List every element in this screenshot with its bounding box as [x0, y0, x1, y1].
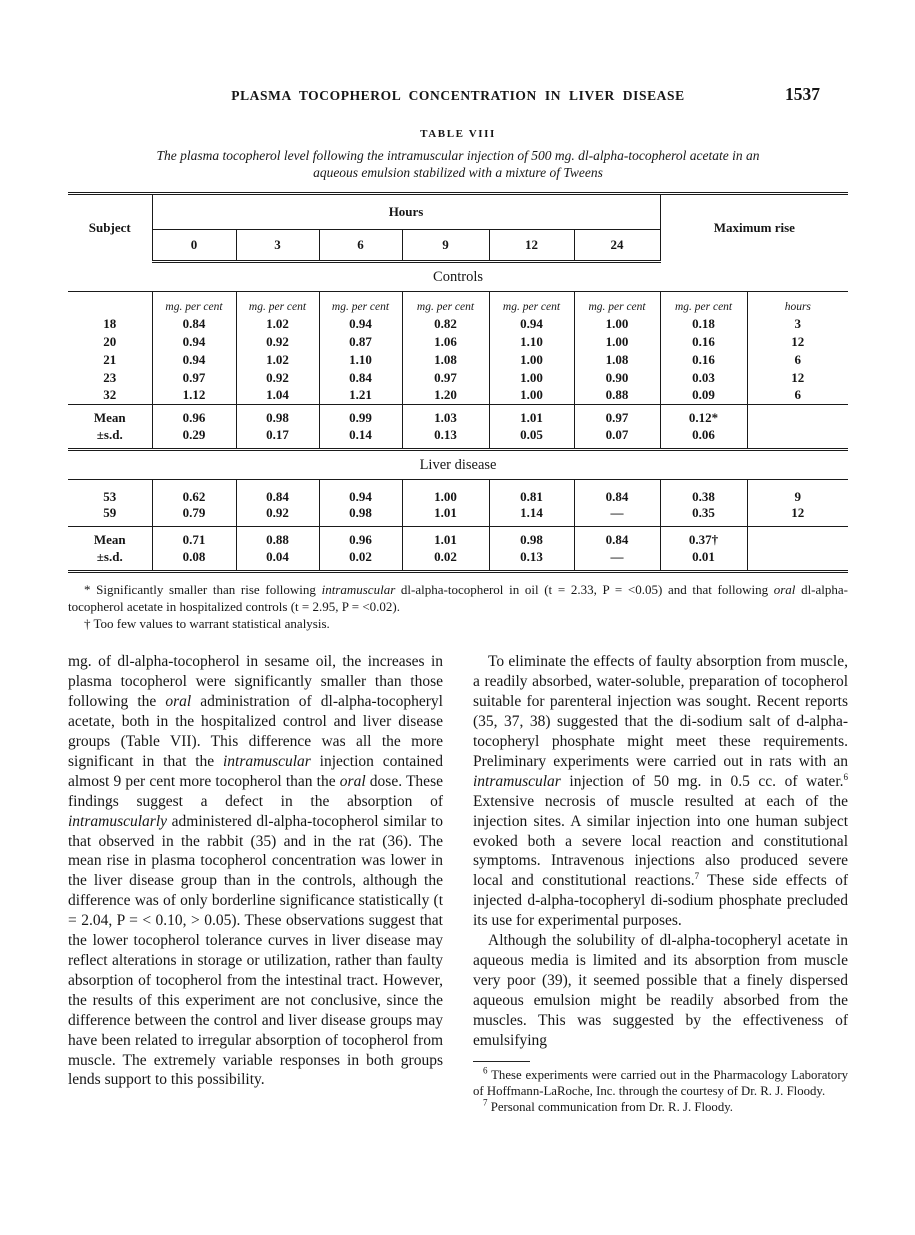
cell: 12	[747, 333, 848, 351]
cell: 6	[747, 387, 848, 405]
table-caption-line1: The plasma tocopherol level following the intramuscular injection of 500 mg. dl-alpha-tocopherol acetate in an	[156, 148, 760, 163]
table-caption-line2: aqueous emulsion stabilized with a mixture of Tweens	[313, 165, 603, 180]
cell: 0.92	[236, 369, 319, 387]
units-row	[68, 292, 848, 315]
cell-label: Mean	[93, 409, 126, 425]
cell-subject: 18	[103, 315, 117, 331]
table-row	[68, 315, 848, 333]
cell: 0.84	[152, 315, 236, 333]
cell: 0.14	[319, 426, 402, 450]
section-title-text: Liver disease	[68, 450, 848, 480]
cell: 0.97	[152, 369, 236, 387]
cell: 0.97	[574, 405, 660, 427]
cell: 1.01	[489, 405, 574, 427]
cell: 0.35	[660, 505, 747, 527]
unit-cell: mg. per cent	[152, 292, 236, 315]
cell: —	[574, 548, 660, 572]
cell-subject: 21	[103, 351, 117, 367]
sd-row	[68, 548, 848, 572]
cell: 0.37†	[660, 527, 747, 549]
cell: 1.08	[402, 351, 489, 369]
footnote-6: $^6$ These experiments were carried out in the Pharmacology Laboratory of Hoffmann-LaRoche, Inc. through the courtesy of Dr. R. J. Floody.	[473, 1065, 848, 1098]
cell	[747, 548, 848, 572]
unit-cell: mg. per cent	[319, 292, 402, 315]
cell-subject: 32	[68, 387, 152, 405]
sd-row	[68, 426, 848, 450]
cell: 0.03	[660, 369, 747, 387]
cell-label: Mean	[93, 531, 126, 547]
cell: 0.13	[402, 426, 489, 450]
unit-cell: hours	[747, 292, 848, 315]
cell: 1.21	[319, 387, 402, 405]
hour-tick: 3	[236, 230, 319, 262]
header-hours-group: Hours	[152, 194, 660, 230]
cell	[747, 527, 848, 549]
cell: 0.16	[660, 333, 747, 351]
hour-tick: 12	[489, 230, 574, 262]
cell: 0.94	[152, 333, 236, 351]
cell: 0.88	[236, 527, 319, 549]
paragraph: mg. of dl-alpha-tocopherol in sesame oil, the increases in plasma tocopherol were significantly smaller than those following the oral administration of dl-alpha-tocopheryl acetate, both in the hospitalized control and liver disease groups (Table VII). This difference was all the more significant in that the intramuscular injection contained almost 9 per cent more tocopherol than the oral dose. These findings suggest a defect in the absorption of intramuscularly administered dl-alpha-tocopherol similar to that observed in the rabbit (35) and in the rat (36). The mean rise in plasma tocopherol concentration was lower in the liver disease group than in the controls, although the difference was of only borderline significance statistically (t = 2.04, P = < 0.10, > 0.05). These observations suggest that the lower tocopherol tolerance curves in liver disease may reflect alterations in storage or utilization, rather than faulty absorption of tocopherol from the intestinal tract. However, the results of this experiment are not conclusive, since the difference between the control and liver disease groups may have been related to irregular absorption of tocopherol from muscle. The extremely variable responses in both groups lends support to this possibility.	[68, 653, 443, 1089]
cell: 0.04	[236, 548, 319, 572]
hour-tick: 6	[319, 230, 402, 262]
cell: 0.94	[489, 315, 574, 333]
cell: 0.90	[574, 369, 660, 387]
cell: 0.96	[319, 527, 402, 549]
table-footnote-dagger: † Too few values to warrant statistical analysis.	[84, 615, 330, 631]
cell: 1.20	[402, 387, 489, 405]
running-title: PLASMA TOCOPHEROL CONCENTRATION IN LIVER DISEASE	[231, 88, 685, 103]
cell: 0.92	[236, 505, 319, 527]
table-row	[68, 351, 848, 369]
cell: 0.13	[489, 548, 574, 572]
cell: 0.02	[319, 548, 402, 572]
table-footnote-star: * Significantly smaller than rise following intramuscular dl-alpha-tocopherol in oil (t = 2.33, P = <0.05) and that following oral dl-alpha-tocopherol acetate in hospitalized controls (t = 2.95, P = <0.02).	[68, 582, 848, 614]
cell: 0.08	[152, 548, 236, 572]
table-footnotes	[68, 582, 848, 632]
unit-cell: mg. per cent	[660, 292, 747, 315]
cell: 0.88	[574, 387, 660, 405]
cell: 0.79	[152, 505, 236, 527]
cell: 0.98	[489, 527, 574, 549]
cell: 1.02	[236, 315, 319, 333]
cell: 1.12	[152, 387, 236, 405]
hour-tick: 0	[152, 230, 236, 262]
cell: 1.00	[489, 387, 574, 405]
body-column-right	[473, 652, 848, 1115]
header-subject: Subject	[88, 220, 131, 236]
cell: 1.10	[319, 351, 402, 369]
cell: 0.94	[319, 315, 402, 333]
cell: 0.87	[319, 333, 402, 351]
cell: 12	[747, 505, 848, 527]
cell: 0.81	[489, 480, 574, 505]
table-caption	[68, 147, 848, 181]
unit-cell: mg. per cent	[489, 292, 574, 315]
cell: 0.94	[152, 351, 236, 369]
cell: 0.84	[236, 480, 319, 505]
page-number: 1537	[785, 84, 820, 104]
cell: 0.92	[236, 333, 319, 351]
table-label: TABLE VIII	[420, 128, 496, 140]
section-title-controls	[68, 262, 848, 292]
cell: 1.00	[574, 333, 660, 351]
cell-subject: 20	[103, 333, 117, 349]
cell: 12	[747, 369, 848, 387]
paragraph: Although the solubility of dl-alpha-tocopheryl acetate in aqueous media is limited and its absorption from muscle very poor (39), it seemed possible that a finely dispersed aqueous emulsion might be readily absorbed from the muscles. This was suggested by the effectiveness of emulsifying	[473, 932, 848, 1049]
cell: 0.38	[660, 480, 747, 505]
cell: 0.94	[319, 480, 402, 505]
hour-tick: 24	[574, 230, 660, 262]
table-row	[68, 387, 848, 405]
data-table	[68, 192, 848, 573]
paragraph: To eliminate the effects of faulty absorption from muscle, a readily absorbed, water-soluble, preparation of tocopherol suitable for parenteral injection was sought. Recent reports (35, 37, 38) suggested that the di-sodium salt of d-alpha-tocopheryl phosphate might meet these requirements. Preliminary experiments were carried out in rats with an intramuscular injection of 50 mg. in 0.5 cc. of water.$^6$ Extensive necrosis of muscle resulted at each of the injection sites. A similar injection into one human subject evoked both a severe local reaction and constitutional symptoms. Intravenous injections also produced severe local and constitutional reactions.$^7$ These side effects of injected d-alpha-tocopheryl di-sodium phosphate precluded its use for experimental purposes.	[473, 653, 849, 930]
cell: 0.71	[152, 527, 236, 549]
cell-label: ±s.d.	[68, 426, 152, 450]
cell: 0.16	[660, 351, 747, 369]
cell: 1.00	[489, 369, 574, 387]
cell: 9	[747, 480, 848, 505]
section-title-text: Controls	[68, 262, 848, 292]
table-row	[68, 480, 848, 505]
cell: 0.84	[574, 527, 660, 549]
cell: 0.06	[660, 426, 747, 450]
body-column-left	[68, 652, 443, 1115]
cell: 0.84	[574, 480, 660, 505]
header-max-rise: Maximum rise	[660, 194, 848, 262]
cell: 0.07	[574, 426, 660, 450]
cell: 0.02	[402, 548, 489, 572]
cell: 1.00	[574, 315, 660, 333]
cell-subject: 53	[103, 488, 117, 504]
body-columns	[68, 652, 848, 1115]
cell: 0.98	[319, 505, 402, 527]
cell: 0.84	[319, 369, 402, 387]
mean-row	[68, 527, 848, 549]
page-content	[68, 84, 849, 1116]
cell: 0.82	[402, 315, 489, 333]
running-head	[68, 84, 848, 104]
cell: 3	[747, 315, 848, 333]
unit-cell: mg. per cent	[402, 292, 489, 315]
table-row	[68, 333, 848, 351]
mean-row	[68, 405, 848, 427]
cell: 0.98	[236, 405, 319, 427]
unit-cell: mg. per cent	[574, 292, 660, 315]
cell: 1.03	[402, 405, 489, 427]
cell: 0.97	[402, 369, 489, 387]
cell	[747, 405, 848, 427]
cell: 0.17	[236, 426, 319, 450]
cell: 0.05	[489, 426, 574, 450]
cell: 0.99	[319, 405, 402, 427]
cell: 0.96	[152, 405, 236, 427]
cell: 1.06	[402, 333, 489, 351]
cell: 1.04	[236, 387, 319, 405]
hour-tick: 9	[402, 230, 489, 262]
cell: 0.29	[152, 426, 236, 450]
table-row	[68, 369, 848, 387]
cell-subject: 59	[68, 505, 152, 527]
cell: 6	[747, 351, 848, 369]
cell: 0.18	[660, 315, 747, 333]
unit-cell	[68, 292, 152, 315]
cell: 1.00	[489, 351, 574, 369]
cell-label: ±s.d.	[68, 548, 152, 572]
cell: 1.08	[574, 351, 660, 369]
cell: 1.01	[402, 527, 489, 549]
cell: 1.00	[402, 480, 489, 505]
cell: 0.12*	[660, 405, 747, 427]
cell-subject: 23	[103, 369, 117, 385]
cell: 0.01	[660, 548, 747, 572]
cell: 0.09	[660, 387, 747, 405]
cell: 1.02	[236, 351, 319, 369]
table-row	[68, 505, 848, 527]
footnote-separator	[473, 1061, 530, 1062]
table-header-row	[68, 194, 848, 230]
cell: 1.10	[489, 333, 574, 351]
cell: 1.14	[489, 505, 574, 527]
cell	[747, 426, 848, 450]
unit-cell: mg. per cent	[236, 292, 319, 315]
section-title-liver-disease	[68, 450, 848, 480]
footnote-7: $^7$ Personal communication from Dr. R. J. Floody.	[483, 1098, 733, 1115]
cell: 1.01	[402, 505, 489, 527]
cell: —	[574, 505, 660, 527]
cell: 0.62	[152, 480, 236, 505]
